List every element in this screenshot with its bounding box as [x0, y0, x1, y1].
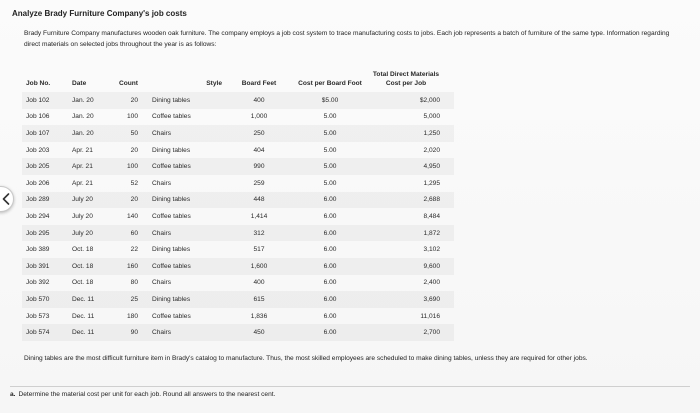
- problem-intro: Brady Furniture Company manufactures wooden oak furniture. The company employs a job cost system to trace manufacturing costs to jobs. Each job represents a batch of furniture of the same type. Information regarding direct materials on selected jobs throughout the year is as follows:: [24, 30, 670, 48]
- question-label: a.: [10, 391, 16, 398]
- job-number: Job 106: [26, 113, 50, 121]
- table-row: [22, 241, 454, 258]
- job-date: July 20: [72, 212, 93, 220]
- job-cost-per-board-foot: 5.00: [292, 125, 368, 142]
- job-total-materials-cost: 2,020: [423, 146, 440, 154]
- job-board-feet: 312: [226, 225, 292, 242]
- job-board-feet: 1,000: [250, 113, 268, 121]
- job-number: Job 392: [26, 279, 50, 287]
- question-text: Determine the material cost per unit for each job. Round all answers to the nearest cent.: [18, 391, 276, 398]
- table-row: [22, 275, 454, 292]
- dining-tables-note: Dining tables are the most difficult furniture item in Brady's catalog to manufacture. Thus, the most skilled employees are scheduled to make dining tables, unless they are required for other jobs.: [24, 355, 588, 362]
- job-date: Dec. 11: [72, 312, 95, 320]
- job-style: Dining tables: [142, 291, 226, 308]
- job-total-materials-cost: 3,102: [423, 246, 440, 254]
- job-total-materials-cost: 2,400: [423, 279, 440, 287]
- job-count: 50: [112, 125, 142, 142]
- job-total-materials-cost: 3,690: [368, 291, 454, 308]
- job-number: Job 573: [26, 312, 50, 320]
- job-style: Dining tables: [142, 192, 226, 209]
- job-total-materials-cost: 8,484: [423, 212, 440, 220]
- table-header-row: [22, 70, 454, 92]
- job-number: Job 391: [22, 258, 68, 275]
- job-number: Job 294: [26, 212, 50, 220]
- job-board-feet: 990: [226, 158, 292, 175]
- job-cost-per-board-foot: 6.00: [323, 246, 337, 254]
- job-count: 100: [112, 158, 142, 175]
- job-cost-per-board-foot: 5.00: [292, 158, 368, 175]
- job-number: Job 289: [22, 192, 68, 209]
- job-number: Job 107: [22, 125, 68, 142]
- job-style: Dining tables: [152, 146, 191, 154]
- job-cost-per-board-foot: $5.00: [292, 92, 368, 109]
- job-number: Job 205: [22, 158, 68, 175]
- job-total-materials-cost: 4,950: [368, 158, 454, 175]
- job-date: July 20: [68, 225, 112, 242]
- job-cost-per-board-foot: 6.00: [292, 225, 368, 242]
- job-total-materials-cost: 9,600: [368, 258, 454, 275]
- job-board-feet: 1,414: [250, 212, 268, 220]
- job-total-materials-cost: 1,295: [423, 179, 440, 187]
- job-board-feet: 250: [226, 125, 292, 142]
- job-board-feet: 400: [253, 279, 265, 287]
- job-style: Chairs: [142, 324, 226, 341]
- job-count: 160: [112, 258, 142, 275]
- job-cost-per-board-foot: 6.00: [292, 258, 368, 275]
- job-cost-per-board-foot: 5.00: [323, 179, 337, 187]
- direct-materials-table: [22, 70, 454, 341]
- job-count: 180: [126, 312, 138, 320]
- header-count: Count: [118, 80, 138, 87]
- job-date: Apr. 21: [68, 158, 112, 175]
- job-style: Chairs: [152, 179, 172, 187]
- job-number: Job 570: [22, 291, 68, 308]
- header-job: Job No.: [26, 80, 51, 87]
- job-style: Coffee tables: [142, 158, 226, 175]
- job-board-feet: 1,836: [250, 312, 268, 320]
- job-style: Coffee tables: [152, 212, 191, 220]
- job-total-materials-cost: 1,250: [368, 125, 454, 142]
- job-number: Job 574: [22, 324, 68, 341]
- job-date: Jan. 20: [72, 113, 94, 121]
- job-total-materials-cost: 5,000: [423, 113, 440, 121]
- header-cost-per-board-foot: Cost per Board Foot: [298, 80, 362, 87]
- job-date: Apr. 21: [72, 179, 93, 187]
- table-row: [22, 142, 454, 159]
- job-cost-per-board-foot: 6.00: [323, 212, 337, 220]
- job-style: Coffee tables: [142, 258, 226, 275]
- job-count: 80: [130, 279, 138, 287]
- job-count: 100: [126, 113, 138, 121]
- job-cost-per-board-foot: 6.00: [292, 324, 368, 341]
- job-date: Jan. 20: [68, 125, 112, 142]
- table-row: [22, 125, 454, 142]
- job-board-feet: 400: [226, 92, 292, 109]
- header-date: Date: [72, 80, 87, 87]
- job-style: Coffee tables: [152, 113, 191, 121]
- job-total-materials-cost: 2,688: [368, 192, 454, 209]
- job-count: 52: [130, 179, 138, 187]
- job-cost-per-board-foot: 5.00: [323, 113, 337, 121]
- job-board-feet: 448: [226, 192, 292, 209]
- table-row: [22, 175, 454, 192]
- header-board-feet: Board Feet: [241, 80, 277, 87]
- job-count: 90: [112, 324, 142, 341]
- job-cost-per-board-foot: 6.00: [323, 279, 337, 287]
- header-total-direct-materials-cost: Total Direct Materials Cost per Job: [372, 71, 440, 87]
- job-style: Chairs: [142, 125, 226, 142]
- job-style: Dining tables: [142, 92, 226, 109]
- job-total-materials-cost: 1,872: [368, 225, 454, 242]
- table-row: [22, 109, 454, 126]
- job-date: Oct. 18: [72, 246, 94, 254]
- job-number: Job 295: [22, 225, 68, 242]
- header-style: Style: [206, 80, 222, 87]
- job-cost-per-board-foot: 6.00: [292, 291, 368, 308]
- table-row: [22, 291, 454, 308]
- table-row: [22, 92, 454, 109]
- job-style: Dining tables: [152, 246, 191, 254]
- job-board-feet: 1,600: [226, 258, 292, 275]
- job-number: Job 203: [26, 146, 50, 154]
- job-style: Chairs: [152, 279, 172, 287]
- problem-heading: Analyze Brady Furniture Company's job costs: [12, 9, 187, 18]
- table-row: [22, 192, 454, 209]
- table-row: [22, 208, 454, 225]
- table-row: [22, 308, 454, 325]
- job-count: 20: [112, 92, 142, 109]
- job-board-feet: 615: [226, 291, 292, 308]
- job-count: 20: [112, 192, 142, 209]
- job-count: 22: [130, 246, 138, 254]
- job-total-materials-cost: $2,000: [368, 92, 454, 109]
- job-cost-per-board-foot: 6.00: [292, 192, 368, 209]
- job-count: 25: [112, 291, 142, 308]
- job-cost-per-board-foot: 6.00: [323, 312, 337, 320]
- job-number: Job 389: [26, 246, 50, 254]
- table-row: [22, 324, 454, 341]
- job-total-materials-cost: 11,016: [420, 312, 440, 320]
- table-row: [22, 225, 454, 242]
- job-date: Dec. 11: [68, 291, 112, 308]
- job-date: Oct. 18: [68, 258, 112, 275]
- job-number: Job 102: [22, 92, 68, 109]
- table-row: [22, 158, 454, 175]
- job-date: Jan. 20: [68, 92, 112, 109]
- job-count: 60: [112, 225, 142, 242]
- job-style: Coffee tables: [152, 312, 191, 320]
- job-board-feet: 450: [226, 324, 292, 341]
- job-date: Dec. 11: [68, 324, 112, 341]
- job-number: Job 206: [26, 179, 50, 187]
- job-total-materials-cost: 2,700: [368, 324, 454, 341]
- table-body: [22, 92, 454, 341]
- job-style: Chairs: [142, 225, 226, 242]
- chevron-left-icon: [2, 193, 10, 205]
- job-date: Oct. 18: [72, 279, 94, 287]
- job-board-feet: 259: [253, 179, 265, 187]
- job-board-feet: 517: [253, 246, 265, 254]
- job-cost-per-board-foot: 5.00: [323, 146, 337, 154]
- job-date: July 20: [68, 192, 112, 209]
- table-row: [22, 258, 454, 275]
- job-count: 140: [126, 212, 138, 220]
- job-board-feet: 404: [253, 146, 265, 154]
- job-count: 20: [130, 146, 138, 154]
- job-date: Apr. 21: [72, 146, 93, 154]
- question-a: [10, 386, 690, 398]
